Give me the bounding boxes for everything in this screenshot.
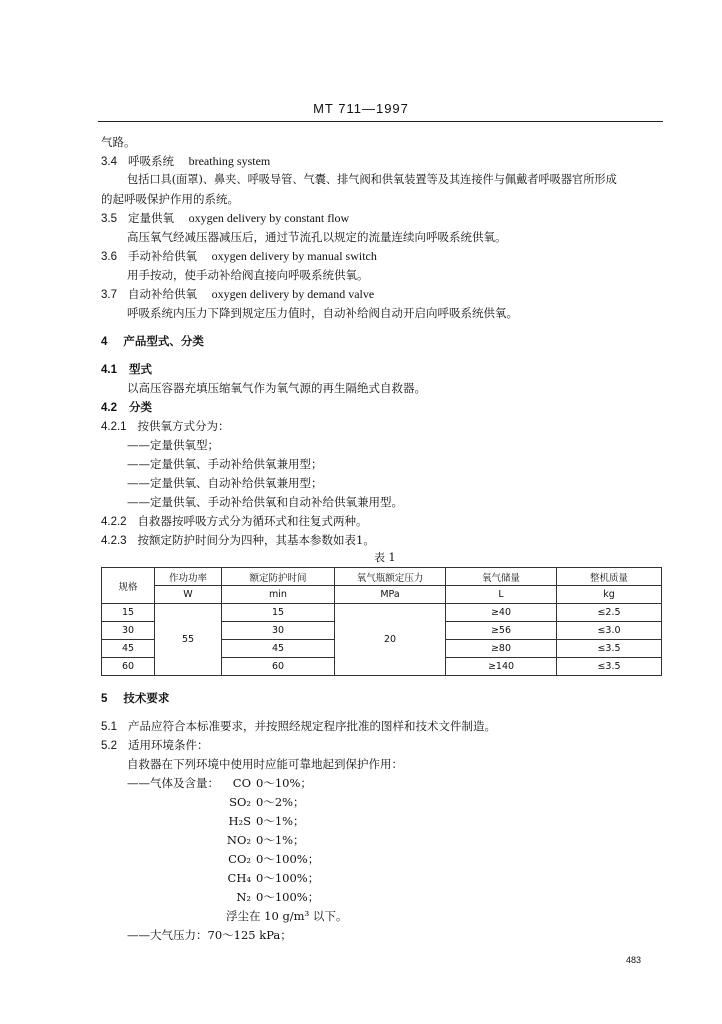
gas-value: 0～1%； [256,814,305,828]
list-item: ——定量供氧型； [127,438,219,452]
text-line: 以高压容器充填压缩氧气作为氧气源的再生隔绝式自救器。 [127,381,426,395]
section-number: 5.1 [101,721,117,733]
term-zh: 自动补给供氧 [127,287,197,301]
header-cell: 氧气瓶额定压力 [335,568,446,586]
section-5-1 [101,719,496,734]
spec-cell: 15 [102,604,155,622]
section-title: 型式 [129,362,153,376]
spec-cell: 60 [102,658,155,676]
oxygen-cell: ≥140 [446,658,557,676]
power-cell: 55 [155,604,222,676]
term-en: breathing system [188,154,271,168]
term-zh: 定量供氧 [127,211,174,225]
gas-value: 0～2%； [256,795,305,809]
header-cell: 氧气储量 [446,568,557,586]
section-number: 5.2 [101,740,117,752]
spec-cell: 30 [102,622,155,640]
unit-cell: L [446,586,557,604]
section-number: 3.6 [101,251,117,263]
gas-value: 0～100%； [256,871,320,885]
section-number: 4.2.2 [101,516,127,528]
mass-cell: ≤2.5 [557,604,662,622]
gas-value: 0～1%； [256,833,305,847]
section-number: 4 [101,336,108,348]
unit-cell: min [222,586,335,604]
clause-text: 按供氧方式分为： [137,419,230,433]
section-number: 3.4 [101,156,117,168]
header-cell: 作功功率 [155,568,222,586]
time-cell: 45 [222,640,335,658]
oxygen-cell: ≥40 [446,604,557,622]
section-number: 4.2 [101,402,117,414]
section-5-2 [101,738,208,753]
gas-formula: CH₄ [227,871,251,885]
text-line: 自救器在下列环境中使用时应能可靠地起到保护作用： [127,757,403,771]
section-number: 4.2.3 [101,535,127,547]
table-unit-row [102,586,662,604]
table-caption: 表 1 [374,551,396,564]
section-number: 3.7 [101,289,117,301]
section-3-4 [101,154,270,169]
header-rule [98,121,663,122]
term-zh: 呼吸系统 [127,154,174,168]
header-cell: 规格 [102,568,155,604]
dust-line: 浮尘在 10 g/m³ 以下。 [226,909,348,923]
table-row [102,604,662,622]
unit-cell: W [155,586,222,604]
section-title: 产品型式、分类 [123,334,204,348]
unit-cell: kg [557,586,662,604]
section-3-6 [101,249,377,264]
table-header-row [102,568,662,586]
section-number: 5 [101,693,108,705]
pressure-cell: 20 [335,604,446,676]
parameters-table [101,567,662,676]
section-number: 3.5 [101,213,117,225]
clause-text: 适用环境条件： [127,738,209,752]
unit-cell: MPa [335,586,446,604]
section-3-7 [101,287,374,302]
clause-text: 产品应符合本标准要求，并按照经规定程序批准的图样和技术文件制造。 [127,719,496,733]
gas-lead: ——气体及含量： [127,776,219,790]
text-line: 高压氧气经减压器减压后，通过节流孔以规定的流量连续向呼吸系统供氧。 [127,230,507,244]
oxygen-cell: ≥80 [446,640,557,658]
time-cell: 30 [222,622,335,640]
section-number: 4.1 [101,364,117,376]
header-cell: 整机质量 [557,568,662,586]
gas-formula: H₂S [228,814,251,828]
mass-cell: ≤3.0 [557,622,662,640]
clause-text: 自救器按呼吸方式分为循环式和往复式两种。 [137,514,368,528]
section-4-2-2 [101,514,368,529]
section-3-5 [101,211,349,226]
section-title: 技术要求 [123,691,170,705]
section-4-heading [101,334,204,349]
gas-value: 0～10%； [256,776,312,790]
gas-value: 0～100%； [256,890,320,904]
section-number: 4.2.1 [101,421,127,433]
section-5-heading [101,691,169,706]
pressure-line: ——大气压力：70～125 kPa； [127,928,292,942]
gas-formula: NO₂ [226,833,251,847]
clause-text: 按额定防护时间分为四种，其基本参数如表1。 [137,533,375,547]
spec-cell: 45 [102,640,155,658]
mass-cell: ≤3.5 [557,640,662,658]
section-4-2-heading [101,400,152,415]
text-line: 的起呼吸保护作用的系统。 [101,192,239,206]
section-4-2-1 [101,419,230,434]
section-title: 分类 [129,400,153,414]
term-en: oxygen delivery by constant flow [188,211,350,225]
gas-value: 0～100%； [256,852,320,866]
oxygen-cell: ≥56 [446,622,557,640]
text-line: 包括口具(面罩)、鼻夹、呼吸导管、气囊、排气阀和供氧装置等及其连接件与佩戴者呼吸器官所形成 [127,173,617,186]
list-item: ——定量供氧、手动补给供氧兼用型； [127,457,323,471]
text-line: 用手按动，使手动补给阀直接向呼吸系统供氧。 [127,268,369,282]
gas-formula: SO₂ [229,795,251,809]
gas-formula: CO [232,776,251,790]
header-cell: 额定防护时间 [222,568,335,586]
gas-formula: N₂ [236,890,251,904]
time-cell: 60 [222,658,335,676]
time-cell: 15 [222,604,335,622]
term-en: oxygen delivery by manual switch [211,249,377,263]
list-item: ——定量供氧、自动补给供氧兼用型； [127,476,323,490]
gas-formula: CO₂ [228,852,251,866]
mass-cell: ≤3.5 [557,658,662,676]
page-number: 483 [626,955,642,965]
term-zh: 手动补给供氧 [127,249,197,263]
term-en: oxygen delivery by demand valve [211,287,375,301]
section-4-2-3 [101,533,375,548]
text-line: 气路。 [101,135,136,149]
page-header: MT 711—1997 [313,101,409,116]
text-line: 呼吸系统内压力下降到规定压力值时，自动补给阀自动开启向呼吸系统供氧。 [127,306,518,320]
list-item: ——定量供氧、手动补给供氧和自动补给供氧兼用型。 [127,495,403,509]
section-4-1-heading [101,362,152,377]
